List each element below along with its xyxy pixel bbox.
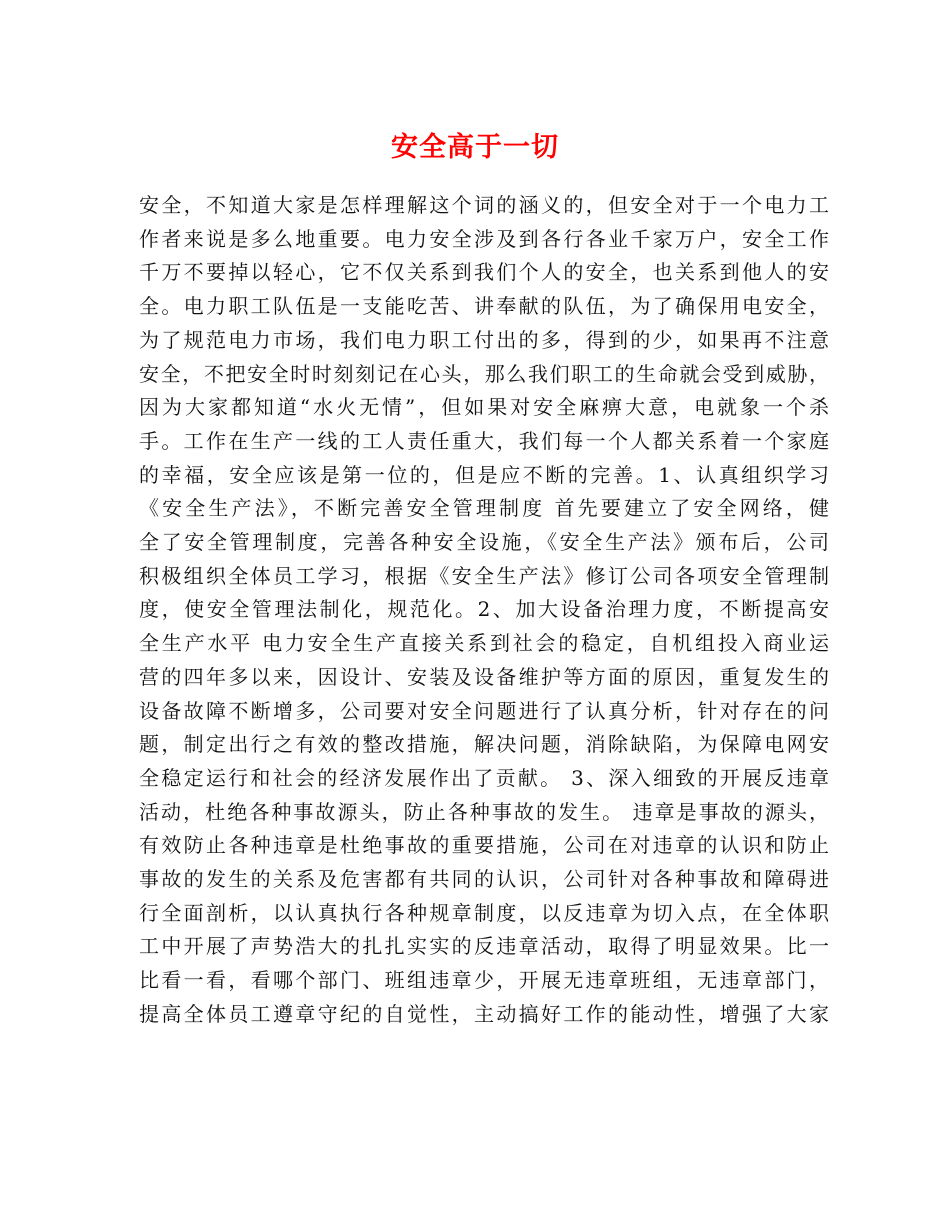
body-line: 有效防止各种违章是杜绝事故的重要措施，公司在对违章的认识和防止	[139, 833, 829, 858]
body-line: 全生产水平 电力安全生产直接关系到社会的稳定，自机组投入商业运	[139, 631, 829, 656]
document-body	[139, 189, 829, 1032]
body-line: 为了规范电力市场，我们电力职工付出的多，得到的少，如果再不注意	[139, 327, 829, 352]
body-line: 手。工作在生产一线的工人责任重大，我们每一个人都关系着一个家庭	[139, 428, 829, 453]
body-line: 全了安全管理制度，完善各种安全设施，《安全生产法》颁布后，公司	[139, 530, 829, 555]
body-line: 活动，杜绝各种事故源头，防止各种事故的发生。 违章是事故的源头，	[139, 799, 829, 824]
body-line: 积极组织全体员工学习，根据《安全生产法》修订公司各项安全管理制	[139, 563, 829, 588]
body-line: 题，制定出行之有效的整改措施，解决问题，消除缺陷，为保障电网安	[139, 732, 829, 757]
body-line: 设备故障不断增多，公司要对安全问题进行了认真分析，针对存在的问	[139, 698, 829, 723]
body-line: 的幸福，安全应该是第一位的，但是应不断的完善。1、认真组织学习	[139, 462, 829, 487]
body-line: 千万不要掉以轻心，它不仅关系到我们个人的安全，也关系到他人的安	[139, 260, 829, 285]
body-line: 全。电力职工队伍是一支能吃苦、讲奉献的队伍，为了确保用电安全，	[139, 294, 829, 319]
body-line: 度，使安全管理法制化，规范化。2、加大设备治理力度，不断提高安	[139, 597, 829, 622]
body-line: 行全面剖析，以认真执行各种规章制度，以反违章为切入点，在全体职	[139, 900, 829, 925]
body-line: 《安全生产法》，不断完善安全管理制度 首先要建立了安全网络，健	[139, 496, 829, 521]
body-line: 比看一看，看哪个部门、班组违章少，开展无违章班组，无违章部门，	[139, 968, 829, 993]
body-line: 安全，不知道大家是怎样理解这个词的涵义的，但安全对于一个电力工	[139, 193, 829, 217]
body-line: 营的四年多以来，因设计、安装及设备维护等方面的原因，重复发生的	[139, 664, 829, 689]
body-line: 全稳定运行和社会的经济发展作出了贡献。 3、深入细致的开展反违章	[139, 765, 829, 790]
body-line: 因为大家都知道“水火无情”，但如果对安全麻痹大意，电就象一个杀	[139, 395, 829, 420]
body-line: 作者来说是多么地重要。电力安全涉及到各行各业千家万户，安全工作	[139, 226, 829, 251]
body-line: 工中开展了声势浩大的扎扎实实的反违章活动，取得了明显效果。比一	[139, 934, 829, 959]
document-title: 安全高于一切	[391, 132, 559, 163]
body-line: 安全，不把安全时时刻刻记在心头，那么我们职工的生命就会受到威胁，	[139, 361, 829, 386]
body-line: 提高全体员工遵章守纪的自觉性，主动搞好工作的能动性，增强了大家	[139, 1001, 829, 1026]
body-line: 事故的发生的关系及危害都有共同的认识，公司针对各种事故和障碍进	[139, 867, 829, 892]
